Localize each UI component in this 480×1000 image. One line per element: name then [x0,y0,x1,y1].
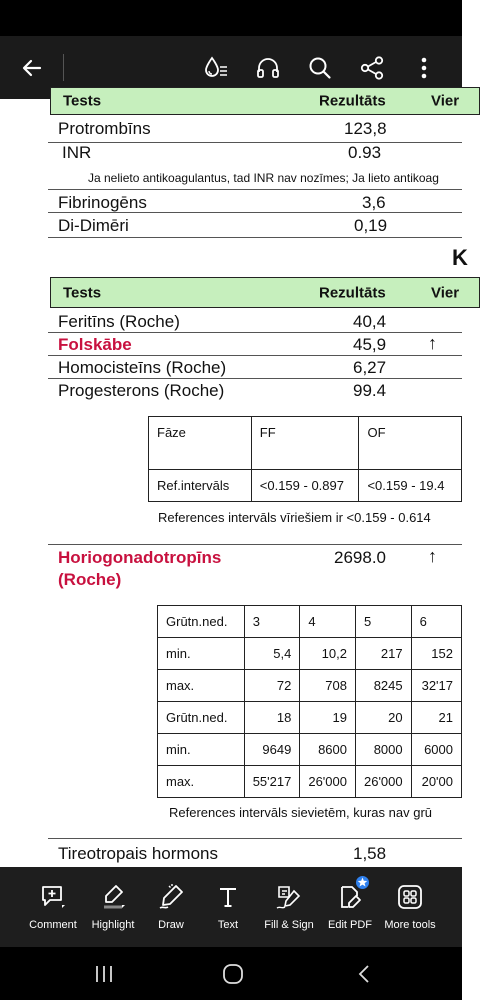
system-nav-bar [0,947,462,1000]
test-name-flagged: Folskābe [58,335,132,354]
table-cell: 72 [244,670,300,702]
table-cell: 8000 [355,734,411,766]
row-divider [48,378,462,379]
table-cell: Ref.intervāls [149,470,252,502]
section-heading: K [452,245,468,270]
table-cell: OF [359,417,462,470]
table-cell: 20'00 [411,766,461,798]
table-cell: <0.159 - 0.897 [251,470,359,502]
comment-button[interactable] [26,867,80,947]
table-row [149,417,462,470]
table-cell: 9649 [244,734,300,766]
header-tests: Tests [63,284,102,301]
table-cell: 32'17 [411,670,461,702]
test-value: 3,6 [362,193,386,212]
row-divider [48,237,462,238]
test-value: 123,8 [344,119,387,138]
flag-up-arrow: ↑ [428,333,437,353]
row-divider [48,838,462,839]
test-name: Homocisteīns (Roche) [58,358,227,377]
table-cell: 26'000 [300,766,356,798]
test-name: Tireotropais hormons [58,844,218,863]
test-value: 0,19 [354,216,388,235]
test-value: 6,27 [353,358,387,377]
draw-icon [157,882,185,912]
tool-label: More tools [384,919,436,931]
row-divider [48,212,462,213]
test-name-flagged: Horiogonadotropīns [58,548,222,567]
table-cell: 19 [300,702,356,734]
table-row [149,470,462,502]
test-value: 40,4 [353,312,387,331]
pregnancy-note: References intervāls sievietēm, kuras nav grū [169,805,433,820]
inr-note: Ja nelieto antikoagulantus, tad INR nav nozīmes; Ja lieto antikoag [88,171,439,185]
table-cell: Grūtn.ned. [158,606,245,638]
table-cell: 5,4 [244,638,300,670]
more-tools-button[interactable] [380,867,440,947]
draw-button[interactable] [146,867,196,947]
home-icon[interactable] [209,947,257,1000]
test-value: 2698.0 [334,548,386,567]
table-row [158,638,462,670]
table-cell: 18 [244,702,300,734]
fill-sign-icon [274,882,304,912]
table-cell: max. [158,766,245,798]
text-icon [215,882,241,912]
table-cell: 708 [300,670,356,702]
test-value: 0.93 [348,143,382,162]
table-cell: 26'000 [355,766,411,798]
table-cell: 21 [411,702,461,734]
header-result: Rezultāts [319,284,386,301]
back-icon[interactable] [340,947,388,1000]
flag-up-arrow: ↑ [428,546,437,566]
table-cell: Fāze [149,417,252,470]
text-button[interactable] [205,867,251,947]
table-cell: min. [158,638,245,670]
header-unit: Vier [431,284,460,301]
tool-label: Highlight [91,919,135,931]
recent-apps-icon[interactable] [80,947,128,1000]
test-value: 1,58 [353,844,387,863]
table-cell: 55'217 [244,766,300,798]
tool-label: Comment [29,919,77,931]
header-result: Rezultāts [319,92,386,110]
pdf-document-view[interactable] [0,92,468,867]
table-cell: min. [158,734,245,766]
comment-icon [39,882,67,912]
status-bar [0,0,462,36]
row-divider [48,142,462,143]
highlight-button[interactable] [86,867,140,947]
header-unit: Vier [431,92,460,110]
table-row [158,606,462,638]
tool-label: Draw [158,919,184,931]
header-tests: Tests [63,92,102,110]
highlight-icon [99,882,127,912]
table-cell: 6 [411,606,461,638]
table-cell: 217 [355,638,411,670]
table-cell: 8600 [300,734,356,766]
test-name: Feritīns (Roche) [58,312,180,331]
toolbar-divider [63,54,64,81]
tool-label: Edit PDF [327,919,372,931]
tool-label: Text [217,919,239,931]
test-name: Di-Dimēri [58,216,129,235]
table-cell: 10,2 [300,638,356,670]
more-tools-icon [397,882,423,912]
table-cell: max. [158,670,245,702]
test-name: Progesterons (Roche) [58,381,225,400]
table-row [158,702,462,734]
table-cell: 3 [244,606,300,638]
table-cell: 5 [355,606,411,638]
table-header [50,87,480,115]
table-row [158,766,462,798]
table-cell: FF [251,417,359,470]
table-cell: 20 [355,702,411,734]
tool-label: Fill & Sign [264,919,314,931]
table-cell: 6000 [411,734,461,766]
edit-pdf-icon [336,882,364,912]
table-row [158,734,462,766]
row-divider [48,355,462,356]
phase-reference-table [148,416,462,502]
table-cell: 152 [411,638,461,670]
edit-pdf-button[interactable] [323,867,377,947]
back-arrow-icon[interactable] [14,36,50,99]
test-name: Protrombīns [58,119,151,138]
row-divider [48,189,462,190]
test-value: 45,9 [353,335,387,354]
fill-sign-button[interactable] [259,867,319,947]
test-name-flagged: (Roche) [58,570,122,589]
row-divider [48,544,462,545]
row-divider [48,332,462,333]
table-row [158,670,462,702]
test-name: INR [62,143,92,162]
new-feature-badge [355,875,370,890]
table-header [50,277,480,308]
table-cell: Grūtn.ned. [158,702,245,734]
phase-note: References intervāls vīriešiem ir <0.159 - 0.614 [158,510,431,525]
pregnancy-reference-table [157,605,462,798]
test-name: Fibrinogēns [58,193,147,212]
table-cell: 4 [300,606,356,638]
table-cell: <0.159 - 19.4 [359,470,462,502]
test-value: 99.4 [353,381,387,400]
table-cell: 8245 [355,670,411,702]
bottom-tools-bar [0,867,462,947]
